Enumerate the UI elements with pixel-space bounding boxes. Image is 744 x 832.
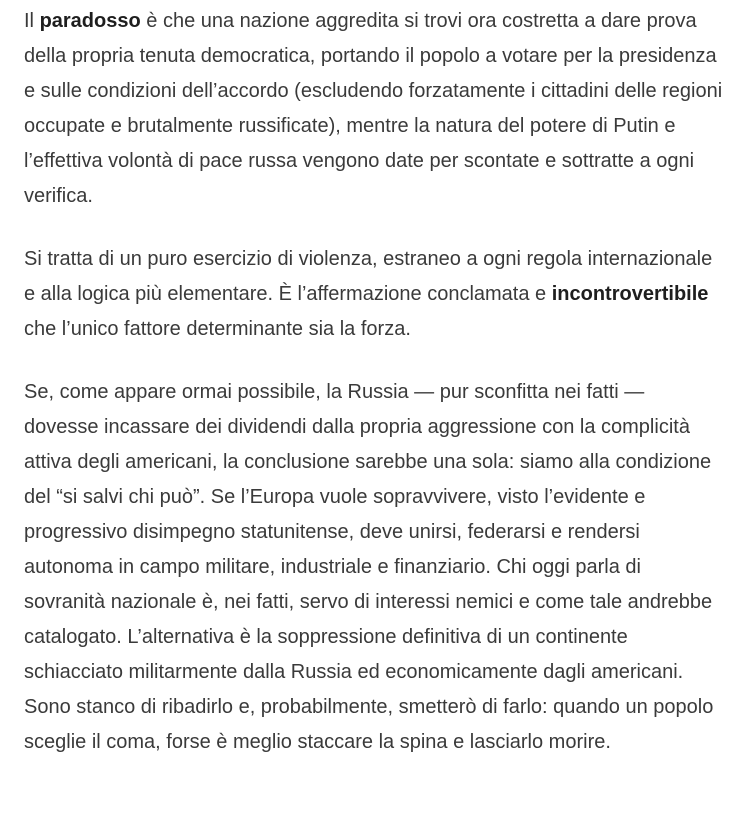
bold-term-paradosso: paradosso (39, 10, 141, 32)
paragraph-2-rest: che l’unico fattore determinante sia la forza. (24, 318, 411, 340)
paragraph-1-start: Il (24, 10, 40, 32)
article-body (24, 4, 724, 788)
paragraph-2 (24, 242, 724, 347)
paragraph-1 (24, 4, 724, 214)
paragraph-2-start: Si tratta di un puro esercizio di violenza, estraneo a ogni regola internazionale e alla logica più elementare. È l’affermazione conclamata e (24, 248, 713, 305)
paragraph-1-rest: è che una nazione aggredita si trovi ora costretta a dare prova della propria tenuta democratica, portando il popolo a votare per la presidenza e sulle condizioni dell’accordo (escludendo forzatamente i cittadini delle regioni occupate e brutalmente russificate), mentre la natura del potere di Putin e l’effettiva volontà di pace russa vengono date per scontate e sottratte a ogni verifica. (24, 10, 723, 207)
paragraph-3: Se, come appare ormai possibile, la Russia — pur sconfitta nei fatti — dovesse incassare dei dividendi dalla propria aggressione con la complicità attiva degli americani, la conclusione sarebbe una sola: siamo alla condizione del “si salvi chi può”. Se l’Europa vuole sopravvivere, visto l’evidente e progressivo disimpegno statunitense, deve unirsi, federarsi e rendersi autonoma in campo militare, industriale e finanziario. Chi oggi parla di sovranità nazionale è, nei fatti, servo di interessi nemici e come tale andrebbe catalogato. L’alternativa è la soppressione definitiva di un continente schiacciato militarmente dalla Russia ed economicamente dagli americani. Sono stanco di ribadirlo e, probabilmente, smetterò di farlo: quando un popolo sceglie il coma, forse è meglio staccare la spina e lasciarlo morire. (24, 381, 714, 753)
bold-term-incontrovertibile: incontrovertibile (551, 283, 709, 305)
